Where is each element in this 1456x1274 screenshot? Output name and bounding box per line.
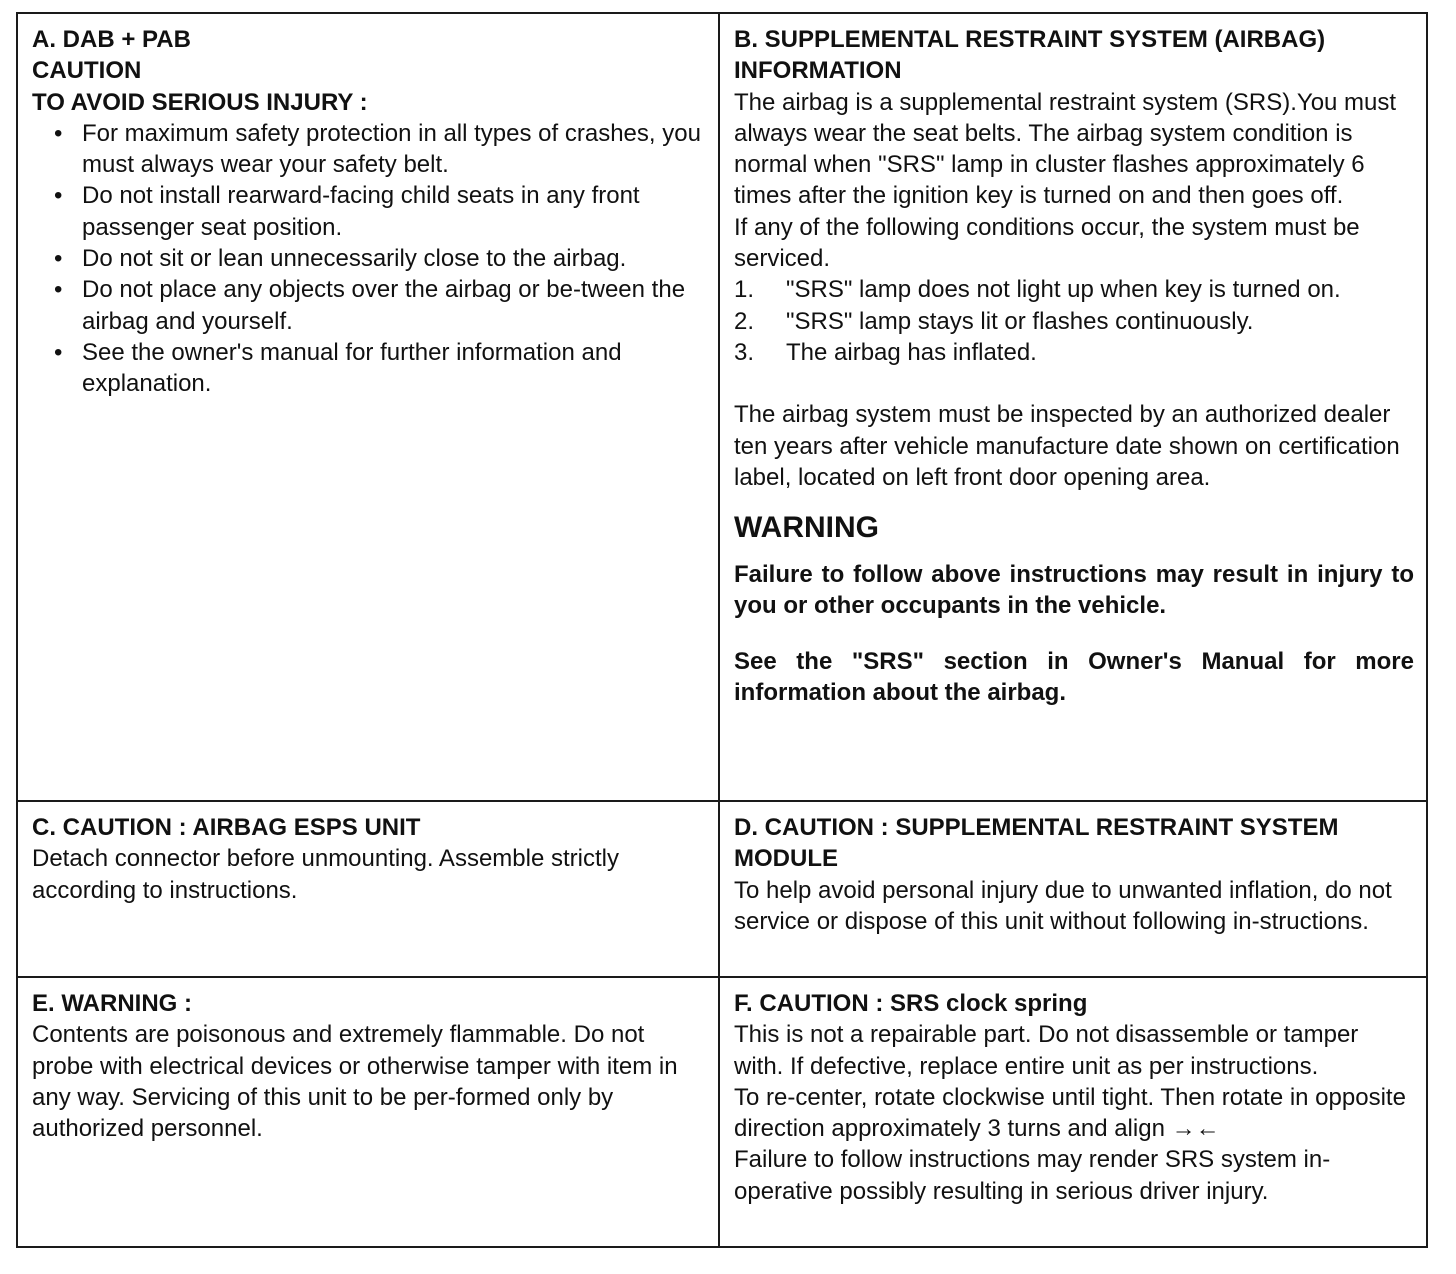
condition-number: 2. [734, 307, 755, 335]
condition-item [734, 306, 1414, 337]
warning-label-sheet [16, 12, 1428, 1248]
condition-text: "SRS" lamp stays lit or flashes continuously. [786, 307, 1254, 335]
panel-b-warning-heading: WARNING [734, 511, 879, 545]
condition-item [734, 274, 1414, 305]
panel-c-text: Detach connector before unmounting. Assemble strictly according to instructions. [32, 845, 619, 904]
condition-text: "SRS" lamp does not light up when key is turned on. [786, 276, 1341, 304]
condition-item [734, 337, 1414, 368]
panel-e [18, 978, 720, 1246]
panel-a-caution: CAUTION [32, 57, 142, 85]
panel-a-subtitle: TO AVOID SERIOUS INJURY : [32, 88, 368, 116]
bullet-item: • Do not sit or lean unnecessarily close to the airbag. [54, 243, 706, 274]
panel-a [18, 14, 720, 802]
panel-b-title: B. SUPPLEMENTAL RESTRAINT SYSTEM (AIRBAG) INFORMATION [734, 26, 1326, 85]
bullet-item: • Do not install rearward-facing child seats in any front passenger seat position. [54, 180, 706, 243]
panel-a-bullet-list [32, 118, 706, 400]
panel-f-text-3: Failure to follow instructions may render SRS system in-operative possibly resulting in serious driver injury. [734, 1146, 1331, 1205]
panel-e-title: E. WARNING : [32, 990, 192, 1017]
panel-b-see-manual: See the "SRS" section in Owner's Manual for more information about the airbag. [734, 647, 1414, 707]
bullet-item: • See the owner's manual for further information and explanation. [54, 337, 706, 400]
panel-b-intro: The airbag is a supplemental restraint system (SRS).You must always wear the seat belts. The airbag system condition is normal when "SRS" lamp in cluster flashes approximately 6 times after the ignition key is turned on and then goes off. [734, 88, 1397, 210]
panel-f [720, 978, 1426, 1246]
panel-c [18, 802, 720, 978]
panel-d-title: D. CAUTION : SUPPLEMENTAL RESTRAINT SYSTEM MODULE [734, 814, 1339, 873]
panel-c-title: C. CAUTION : AIRBAG ESPS UNIT [32, 814, 421, 841]
panel-a-title: A. DAB + PAB [32, 26, 191, 53]
panel-b [720, 14, 1426, 802]
condition-number: 3. [734, 338, 755, 366]
spacer [734, 368, 1414, 399]
bullet-item: • For maximum safety protection in all types of crashes, you must always wear your safety belt. [54, 118, 706, 181]
panel-b-inspection: The airbag system must be inspected by an authorized dealer ten years after vehicle manufacture date shown on certification label, located on left front door opening area. [734, 401, 1400, 491]
panel-e-text: Contents are poisonous and extremely flammable. Do not probe with electrical devices or otherwise tamper with item in any way. Servicing of this unit to be per-formed only by authorized personnel. [32, 1021, 678, 1143]
panel-f-text-2: To re-center, rotate clockwise until tight. Then rotate in opposite direction approximately 3 turns and align →← [734, 1083, 1406, 1143]
condition-text: The airbag has inflated. [786, 338, 1037, 366]
condition-number: 1. [734, 276, 755, 304]
panel-f-title: F. CAUTION : SRS clock spring [734, 990, 1088, 1017]
panel-b-warning-text: Failure to follow above instructions may result in injury to you or other occupants in the vehicle. [734, 561, 1414, 620]
bullet-item: • Do not place any objects over the airbag or be-tween the airbag and yourself. [54, 274, 706, 337]
panel-d-text: To help avoid personal injury due to unwanted inflation, do not service or dispose of this unit without following in-structions. [734, 876, 1392, 935]
panel-b-conditions-intro: If any of the following conditions occur, the system must be serviced. [734, 213, 1360, 273]
panel-d [720, 802, 1426, 978]
panel-b-conditions-list [734, 274, 1414, 368]
panel-f-text-1: This is not a repairable part. Do not disassemble or tamper with. If defective, replace entire unit as per instructions. [734, 1021, 1359, 1080]
